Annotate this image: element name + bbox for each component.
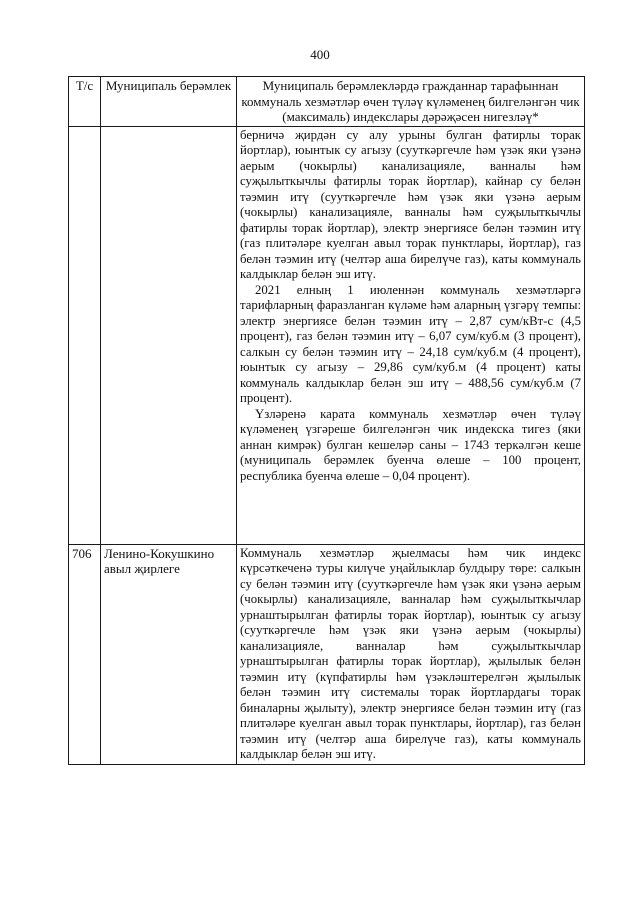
- description-paragraph: Үзләренә карата коммуналь хезмәтләр өчен түләү күләменең үзгәреше билгеләнгән чик индекска тигез (яки аннан кимрәк) булган кешеләр саны – 1743 теркәлгән кеше (муниципаль берәмлек буенча өлеше – 100 процент, республика буенча өлеше – 0,04 процент).: [240, 406, 581, 483]
- index-justification-table: [68, 76, 585, 765]
- table-header-row: [69, 77, 585, 127]
- row-description: [237, 126, 585, 544]
- header-description: Муниципаль берәмлекләрдә гражданнар тарафыннан коммуналь хезмәтләр өчен түләү күләменең билгеләнгән чик (максималь) индекслары дәрәҗәсен нигезләү*: [237, 77, 585, 127]
- row-number: 706: [69, 544, 101, 764]
- description-paragraph: Коммуналь хезмәтләр җыелмасы һәм чик индекс күрсәткеченә туры килүче уңайлыклар булдыру төре: салкын су белән тәэмин итү (сууткәргечле һәм үзәк яки үзәнә аерым (чокырлы) канализацияле, ванналар һәм суҗылыткычлар урнаштырылган фатирлы торак йортлар), юынтык су агызу (сууткәргечле һәм үзәк яки үзәнә аерым (чокырлы) канализацияле, ванналар һәм суҗылыткычлар урнаштырылган фатирлы торак йортлар), җылылык белән тәэмин итү (күпфатирлы һәм үзәкләштерелгән җылылык белән тәэмин итү системалы торак йортлардагы торак биналарны җылыту), электр энергиясе белән тәэмин итү (газ плитәләре куелган авыл торак пунктлары, йортлар), газ белән тәэмин итү (челтәр аша бирелүче газ), каты коммуналь калдыклар белән эш итү.: [240, 545, 581, 761]
- row-number: [69, 126, 101, 544]
- header-number: Т/с: [69, 77, 101, 127]
- row-municipality: Ленино-Кокушкино авыл җирлеге: [101, 544, 237, 764]
- table-row: [69, 544, 585, 764]
- description-paragraph: 2021 елның 1 июленнән коммуналь хезмәтләргә тарифларның фаразланган күләме һәм аларның үзгәрү темпы: электр энергиясе белән тәэмин итү – 2,87 сум/кВт-с (4,5 процент), газ белән тәэмин итү – 6,07 сум/куб.м (3 процент), салкын су белән тәэмин итү – 24,18 сум/куб.м (4 процент), юынтык су агызу – 29,86 сум/куб.м (4 процент) каты коммуналь калдыклар белән эш итү – 488,56 сум/куб.м (7 процент).: [240, 282, 581, 405]
- page-number: 400: [310, 47, 330, 62]
- table-row: [69, 126, 585, 544]
- row-municipality: [101, 126, 237, 544]
- header-municipality: Муниципаль берәмлек: [101, 77, 237, 127]
- description-paragraph: берничә җирдән су алу урыны булган фатирлы торак йортлар), юынтык су агызу (сууткәргечле һәм үзәк яки үзәнә аерым (чокырлы) канализацияле, ванналы һәм суҗылыткычлы фатирлы торак йортлар), кайнар су белән тәэмин итү (сууткәргечле һәм үзәк яки үзәнә аерым (чокырлы) канализацияле, ванналы һәм суҗылыткычлы фатирлы торак йортлар), электр энергиясе белән тәэмин итү (газ плитәләре куелган авыл торак пунктлары, йортлар), газ белән тәэмин итү (челтәр аша бирелүче газ), каты коммуналь калдыклар белән эш итү.: [240, 127, 581, 281]
- row-description: [237, 544, 585, 764]
